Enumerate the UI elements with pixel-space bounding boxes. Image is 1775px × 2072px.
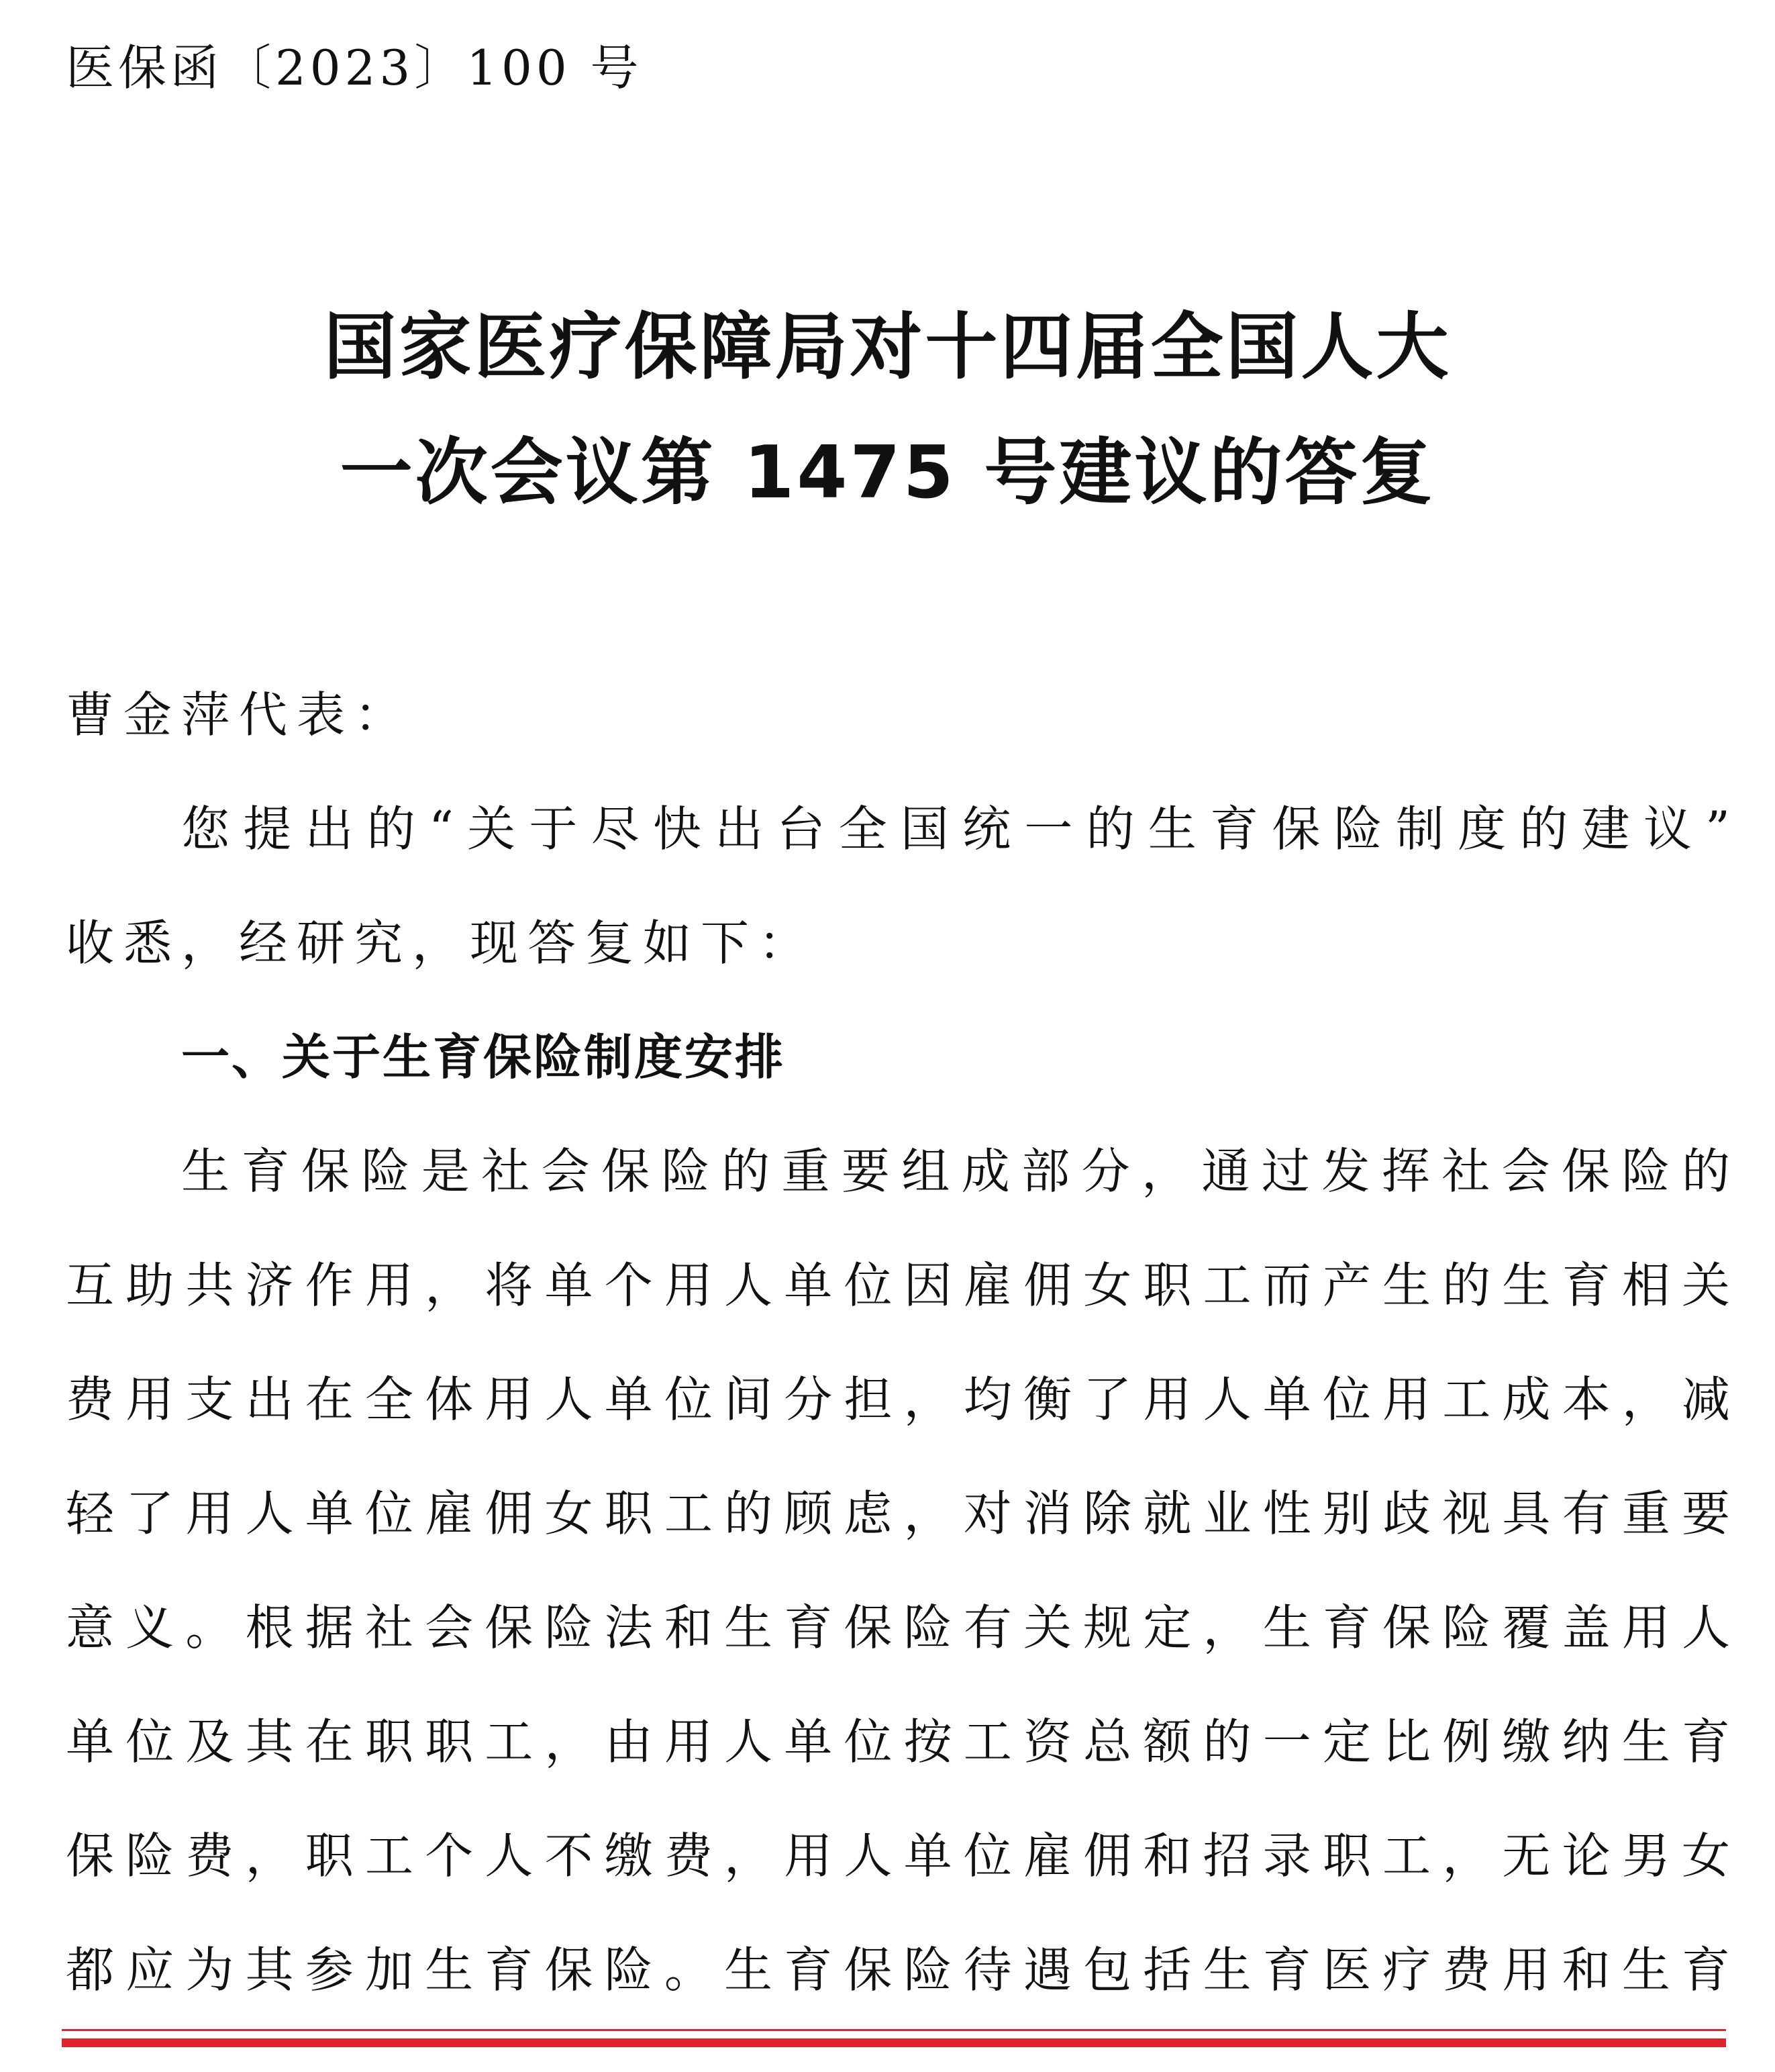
salutation: 曹金萍代表： xyxy=(66,687,413,743)
intro-line-2: 收悉，经研究，现答复如下： xyxy=(66,915,817,971)
intro-line-1: 您提出的“关于尽快出台全国统一的生育保险制度的建议” xyxy=(181,801,1730,857)
document-title-line-2: 一次会议第 1475 号建议的答复 xyxy=(340,431,1435,515)
document-title-line-1: 国家医疗保障局对十四届全国人大 xyxy=(323,305,1452,389)
paragraph-line: 都应为其参加生育保险。生育保险待遇包括生育医疗费用和生育 xyxy=(66,1942,1730,1998)
paragraph-line: 意义。根据社会保险法和生育保险有关规定，生育保险覆盖用人 xyxy=(66,1599,1730,1656)
paragraph-line: 单位及其在职职工，由用人单位按工资总额的一定比例缴纳生育 xyxy=(66,1714,1730,1770)
paragraph-line: 轻了用人单位雇佣女职工的顾虑，对消除就业性别歧视具有重要 xyxy=(66,1485,1730,1542)
section-heading-1: 一、关于生育保险制度安排 xyxy=(181,1029,786,1085)
paragraph-line: 生育保险是社会保险的重要组成部分，通过发挥社会保险的 xyxy=(181,1143,1730,1199)
document-number: 医保函〔2023〕100 号 xyxy=(66,40,643,96)
paragraph-line: 互助共济作用，将单个用人单位因雇佣女职工而产生的生育相关 xyxy=(66,1257,1730,1314)
paragraph-line: 费用支出在全体用人单位间分担，均衡了用人单位用工成本，减 xyxy=(66,1371,1730,1428)
footer-rule-thin xyxy=(62,2029,1726,2031)
footer-rule-thick xyxy=(62,2038,1726,2047)
paragraph-line: 保险费，职工个人不缴费，用人单位雇佣和招录职工，无论男女 xyxy=(66,1828,1730,1884)
